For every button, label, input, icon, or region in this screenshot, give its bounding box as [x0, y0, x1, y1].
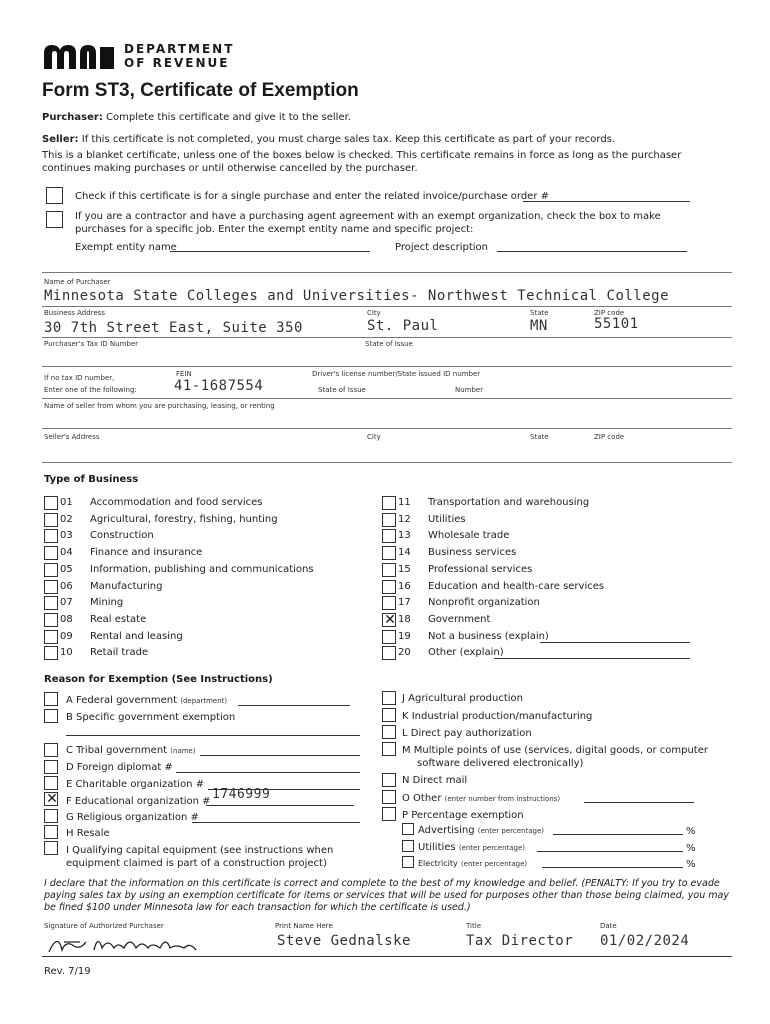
- fein-label: FEIN: [176, 370, 192, 378]
- contractor-label: If you are a contractor and have a purchasing agent agreement with an exempt organization, check the box to make purchases for a specific job. Enter the exempt entity name and specific project:: [75, 211, 661, 235]
- seller-city-label: City: [367, 433, 381, 441]
- reason-b-checkbox[interactable]: [44, 709, 58, 723]
- title-value[interactable]: Tax Director: [466, 933, 574, 949]
- business-address-value[interactable]: 30 7th Street East, Suite 350: [44, 320, 303, 336]
- seller-instruction: Seller: If this certificate is not completed, you must charge sales tax. Keep this certificate as part of your records.: [42, 134, 616, 145]
- dl-state-label: State of Issue: [318, 386, 366, 394]
- business-code: 14: [398, 547, 411, 559]
- single-purchase-label: Check if this certificate is for a single purchase and enter the related invoice/purchase order #: [75, 191, 549, 202]
- business-code: 07: [60, 597, 73, 609]
- business-label: Rental and leasing: [90, 630, 183, 642]
- reason-o-label: O Other (enter number from instructions): [402, 793, 561, 804]
- seller-name-label: Name of seller from whom you are purchasing, leasing, or renting: [44, 402, 275, 410]
- reason-l-checkbox[interactable]: [382, 725, 396, 739]
- business-03-checkbox[interactable]: [44, 529, 58, 543]
- explain-line[interactable]: [540, 642, 690, 643]
- mn-logo: [42, 41, 118, 71]
- date-label: Date: [600, 922, 617, 930]
- reason-h-label: H Resale: [66, 828, 110, 839]
- business-code: 01: [60, 497, 73, 508]
- state-label: State: [530, 309, 549, 317]
- reason-j-checkbox[interactable]: [382, 691, 396, 705]
- reason-b-label: B Specific government exemption: [66, 712, 236, 723]
- business-18-checkbox[interactable]: [382, 613, 396, 627]
- business-20-checkbox[interactable]: [382, 646, 396, 660]
- business-02-checkbox[interactable]: [44, 513, 58, 527]
- advertising-checkbox[interactable]: [402, 823, 414, 835]
- business-code: 09: [60, 630, 73, 642]
- reason-a-label: A Federal government (department): [66, 695, 228, 706]
- advertising-label: Advertising (enter percentage): [418, 825, 544, 836]
- business-16-checkbox[interactable]: [382, 580, 396, 594]
- business-code: 13: [398, 530, 411, 542]
- business-12-checkbox[interactable]: [382, 513, 396, 527]
- business-07-checkbox[interactable]: [44, 596, 58, 610]
- educational-org-number[interactable]: 1746999: [212, 787, 271, 802]
- state-value[interactable]: MN: [530, 318, 548, 334]
- business-code: 19: [398, 630, 411, 642]
- seller-zip-label: ZIP code: [594, 433, 625, 441]
- single-purchase-checkbox[interactable]: [46, 187, 63, 204]
- reason-g-label: G Religious organization #: [66, 812, 199, 823]
- print-name-label: Print Name Here: [275, 922, 333, 930]
- business-19-checkbox[interactable]: [382, 630, 396, 644]
- reason-f-label: F Educational organization #: [66, 796, 211, 807]
- business-09-checkbox[interactable]: [44, 630, 58, 644]
- reason-l-label: L Direct pay authorization: [402, 728, 532, 739]
- business-14-checkbox[interactable]: [382, 546, 396, 560]
- business-code: 04: [60, 547, 73, 559]
- reason-j-label: J Agricultural production: [402, 693, 523, 704]
- tax-id-label: Purchaser's Tax ID Number: [44, 340, 139, 348]
- print-name-value[interactable]: Steve Gednalske: [277, 933, 411, 949]
- business-label: Not a business (explain): [428, 630, 549, 642]
- reason-k-label: K Industrial production/manufacturing: [402, 711, 593, 722]
- reason-c-checkbox[interactable]: [44, 743, 58, 757]
- zip-value[interactable]: 55101: [594, 316, 639, 332]
- business-04-checkbox[interactable]: [44, 546, 58, 560]
- reason-d-label: D Foreign diplomat #: [66, 762, 173, 773]
- business-code: 05: [60, 563, 73, 575]
- business-code: 02: [60, 513, 73, 525]
- electricity-label: Electricity (enter percentage): [418, 859, 528, 868]
- business-code: 10: [60, 647, 73, 659]
- business-label: Education and health-care services: [428, 580, 605, 592]
- business-label: Real estate: [90, 613, 147, 625]
- business-label: Retail trade: [90, 647, 149, 659]
- business-label: Transportation and warehousing: [428, 497, 590, 508]
- exempt-entity-label: Exempt entity name: [75, 242, 177, 253]
- reason-h-checkbox[interactable]: [44, 825, 58, 839]
- business-code: 06: [60, 580, 73, 592]
- dl-number-label: Number: [455, 386, 484, 394]
- business-address-label: Business Address: [44, 309, 105, 317]
- reason-d-checkbox[interactable]: [44, 760, 58, 774]
- city-label: City: [367, 309, 381, 317]
- business-label: Nonprofit organization: [428, 597, 540, 609]
- business-06-checkbox[interactable]: [44, 580, 58, 594]
- reason-g-checkbox[interactable]: [44, 809, 58, 823]
- business-label: Government: [428, 613, 491, 625]
- business-label: Finance and insurance: [90, 547, 203, 559]
- business-10-checkbox[interactable]: [44, 646, 58, 660]
- advertising-pct: %: [686, 826, 696, 837]
- fein-value[interactable]: 41-1687554: [174, 378, 264, 394]
- reason-i-checkbox[interactable]: [44, 841, 58, 855]
- city-value[interactable]: St. Paul: [367, 318, 439, 334]
- business-code: 03: [60, 530, 73, 542]
- reason-p-checkbox[interactable]: [382, 807, 396, 821]
- business-01-checkbox[interactable]: [44, 496, 58, 510]
- reason-a-checkbox[interactable]: [44, 692, 58, 706]
- reason-c-label: C Tribal government (name): [66, 745, 196, 756]
- form-title: Form ST3, Certificate of Exemption: [42, 80, 359, 101]
- business-13-checkbox[interactable]: [382, 529, 396, 543]
- reason-heading: Reason for Exemption (See Instructions): [44, 674, 273, 685]
- seller-state-label: State: [530, 433, 549, 441]
- business-code: 16: [398, 580, 411, 592]
- contractor-checkbox[interactable]: [46, 211, 63, 228]
- reason-p-label: P Percentage exemption: [402, 810, 524, 821]
- business-label: Professional services: [428, 563, 533, 575]
- business-code: 08: [60, 613, 73, 625]
- business-11-checkbox[interactable]: [382, 496, 396, 510]
- signature-label: Signature of Authorized Purchaser: [44, 922, 164, 930]
- utilities-checkbox[interactable]: [402, 840, 414, 852]
- reason-o-checkbox[interactable]: [382, 790, 396, 804]
- business-code: 17: [398, 597, 411, 609]
- business-code: 11: [398, 497, 411, 508]
- no-tax-id-label: If no tax ID number, Enter one of the following:: [44, 374, 137, 394]
- department-name: DEPARTMENT OF REVENUE: [124, 42, 235, 70]
- reason-n-label: N Direct mail: [402, 775, 468, 786]
- reason-n-checkbox[interactable]: [382, 773, 396, 787]
- business-label: Wholesale trade: [428, 530, 510, 542]
- purchaser-name-label: Name of Purchaser: [44, 278, 111, 286]
- business-label: Mining: [90, 597, 124, 609]
- business-label: Manufacturing: [90, 580, 163, 592]
- purchaser-instruction: Purchaser: Complete this certificate and give it to the seller.: [42, 112, 351, 123]
- handwritten-signature[interactable]: [44, 928, 204, 958]
- title-label: Title: [466, 922, 482, 930]
- reason-e-label: E Charitable organization #: [66, 779, 205, 790]
- blanket-text: This is a blanket certificate, unless one of the boxes below is checked. This certificate remains in force as long as the purchaser continues making purchases or until otherwise cancelled by the purchaser.: [42, 150, 682, 174]
- business-17-checkbox[interactable]: [382, 596, 396, 610]
- reason-k-checkbox[interactable]: [382, 708, 396, 722]
- business-label: Business services: [428, 547, 517, 559]
- reason-m-label: M Multiple points of use (services, digital goods, or computer software delivered electronically): [402, 745, 708, 769]
- reason-e-checkbox[interactable]: [44, 776, 58, 790]
- utilities-pct: %: [686, 843, 696, 854]
- business-05-checkbox[interactable]: [44, 563, 58, 577]
- reason-i-label: I Qualifying capital equipment (see instructions when equipment claimed is part of a construction project): [66, 845, 334, 869]
- business-08-checkbox[interactable]: [44, 613, 58, 627]
- business-code: 20: [398, 647, 411, 659]
- business-code: 18: [398, 613, 411, 625]
- project-description-label: Project description: [395, 242, 488, 253]
- utilities-label: Utilities (enter percentage): [418, 842, 526, 853]
- drivers-license-label: Driver's license number/State issued ID number: [312, 370, 481, 378]
- business-15-checkbox[interactable]: [382, 563, 396, 577]
- zip-label: ZIP code: [594, 309, 625, 317]
- purchaser-name-value[interactable]: Minnesota State Colleges and Universities- Northwest Technical College: [44, 288, 670, 304]
- date-value[interactable]: 01/02/2024: [600, 933, 690, 949]
- type-of-business-heading: Type of Business: [44, 474, 139, 485]
- business-label: Agricultural, forestry, fishing, hunting: [90, 513, 278, 525]
- business-label: Accommodation and food services: [90, 497, 263, 508]
- declaration-text: I declare that the information on this certificate is correct and complete to the best of my knowledge and belief. (PENALTY: If you try to evade paying sales tax by using an exemption certificate for items or services that will be used for purposes other than those being claimed, you may be fined $100 under Minnesota law for each transaction for which the certificate is used.): [44, 878, 729, 913]
- business-label: Construction: [90, 530, 154, 542]
- reason-f-checkbox[interactable]: ✕: [44, 792, 58, 806]
- business-code: 12: [398, 513, 411, 525]
- business-label: Other (explain): [428, 647, 504, 659]
- business-label: Information, publishing and communications: [90, 563, 314, 575]
- state-of-issue-label: State of Issue: [365, 340, 413, 348]
- business-code: 15: [398, 563, 411, 575]
- seller-address-label: Seller's Address: [44, 433, 100, 441]
- revision-label: Rev. 7/19: [44, 966, 91, 977]
- electricity-pct: %: [686, 859, 696, 870]
- explain-line[interactable]: [494, 658, 690, 659]
- check-mark-icon: ✕: [384, 611, 396, 628]
- business-label: Utilities: [428, 513, 466, 525]
- reason-m-checkbox[interactable]: [382, 742, 396, 756]
- electricity-checkbox[interactable]: [402, 856, 414, 868]
